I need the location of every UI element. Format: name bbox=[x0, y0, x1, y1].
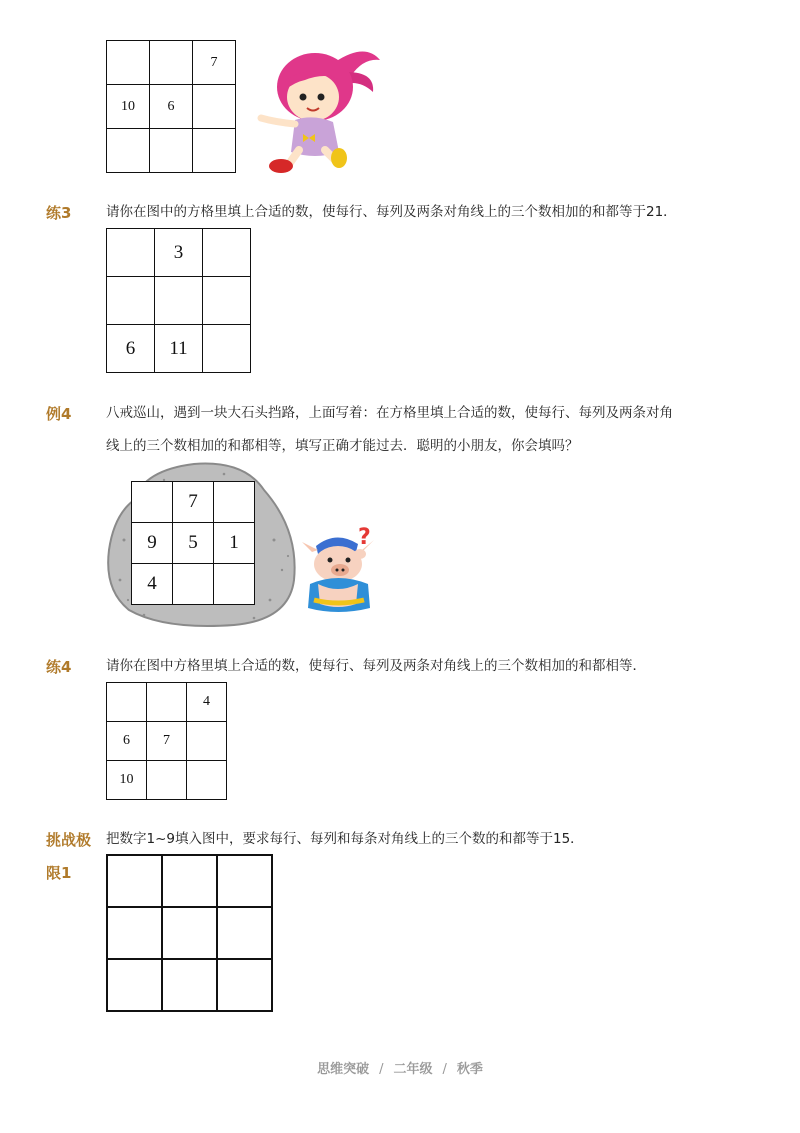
grid-cell[interactable] bbox=[214, 564, 255, 605]
grid-cell[interactable] bbox=[107, 855, 162, 907]
grid-cell[interactable] bbox=[107, 41, 150, 85]
grid-cell[interactable] bbox=[162, 959, 217, 1011]
grid-cell[interactable]: 5 bbox=[173, 523, 214, 564]
magic-square-grid-practice-4 bbox=[106, 682, 227, 800]
practice-3-text: 请你在图中的方格里填上合适的数，使每行、每列及两条对角线上的三个数相加的和都等于21． bbox=[106, 204, 677, 220]
grid-cell[interactable] bbox=[173, 564, 214, 605]
footer-series: 思维突破 bbox=[317, 1062, 370, 1077]
grid-cell[interactable] bbox=[217, 907, 272, 959]
magic-square-grid-example-4 bbox=[131, 481, 255, 605]
practice-4-text: 请你在图中方格里填上合适的数，使每行、每列及两条对角线上的三个数相加的和都相等． bbox=[106, 658, 646, 674]
grid-cell[interactable] bbox=[107, 129, 150, 173]
grid-cell[interactable] bbox=[217, 855, 272, 907]
grid-cell[interactable] bbox=[150, 41, 193, 85]
footer-season: 秋季 bbox=[456, 1062, 483, 1077]
grid-cell[interactable]: 10 bbox=[107, 761, 147, 800]
grid-cell[interactable]: 9 bbox=[132, 523, 173, 564]
grid-cell[interactable]: 10 bbox=[107, 85, 150, 129]
grid-cell[interactable] bbox=[147, 761, 187, 800]
grid-cell[interactable] bbox=[162, 855, 217, 907]
grid-cell[interactable] bbox=[162, 907, 217, 959]
grid-cell[interactable] bbox=[217, 959, 272, 1011]
grid-cell[interactable]: 7 bbox=[147, 722, 187, 761]
grid-cell[interactable]: 1 bbox=[214, 523, 255, 564]
grid-cell[interactable]: 3 bbox=[155, 229, 203, 277]
grid-cell[interactable] bbox=[132, 482, 173, 523]
practice-4-label: 练4 bbox=[46, 658, 72, 676]
grid-cell[interactable] bbox=[203, 229, 251, 277]
grid-cell[interactable]: 7 bbox=[173, 482, 214, 523]
grid-cell[interactable]: 6 bbox=[150, 85, 193, 129]
grid-cell[interactable] bbox=[203, 325, 251, 373]
grid-cell[interactable]: 4 bbox=[132, 564, 173, 605]
girl-icon bbox=[255, 42, 385, 177]
magic-square-grid-top bbox=[106, 40, 236, 173]
footer-grade: 二年级 bbox=[393, 1062, 433, 1077]
grid-cell[interactable]: 11 bbox=[155, 325, 203, 373]
grid-cell[interactable] bbox=[193, 129, 236, 173]
footer-separator: / bbox=[379, 1062, 384, 1077]
challenge-label-line-1: 挑战极 bbox=[46, 831, 92, 849]
grid-cell[interactable] bbox=[150, 129, 193, 173]
grid-cell[interactable] bbox=[214, 482, 255, 523]
grid-cell[interactable] bbox=[107, 277, 155, 325]
pig-icon bbox=[296, 524, 386, 616]
challenge-label-line-2: 限1 bbox=[46, 864, 72, 882]
grid-cell[interactable]: 4 bbox=[187, 683, 227, 722]
page-footer bbox=[0, 1058, 800, 1077]
grid-cell[interactable]: 6 bbox=[107, 325, 155, 373]
example-4-label: 例4 bbox=[46, 405, 72, 423]
question-mark-text: ? bbox=[358, 525, 371, 550]
grid-cell[interactable] bbox=[107, 683, 147, 722]
grid-cell[interactable]: 6 bbox=[107, 722, 147, 761]
grid-cell[interactable]: 7 bbox=[193, 41, 236, 85]
example-4-text-line-1: 八戒巡山，遇到一块大石头挡路，上面写着：在方格里填上合适的数，使每行、每列及两条对角 bbox=[106, 405, 673, 421]
grid-cell[interactable] bbox=[155, 277, 203, 325]
grid-cell[interactable] bbox=[193, 85, 236, 129]
grid-cell[interactable] bbox=[147, 683, 187, 722]
magic-square-grid-challenge bbox=[106, 854, 273, 1012]
magic-square-grid-practice-3 bbox=[106, 228, 251, 373]
grid-cell[interactable] bbox=[187, 761, 227, 800]
grid-cell[interactable] bbox=[187, 722, 227, 761]
challenge-text: 把数字1~9填入图中，要求每行、每列和每条对角线上的三个数的和都等于15． bbox=[106, 831, 584, 847]
example-4-text-line-2: 线上的三个数相加的和都相等，填写正确才能过去．聪明的小朋友，你会填吗？ bbox=[106, 438, 579, 454]
grid-cell[interactable] bbox=[107, 229, 155, 277]
grid-cell[interactable] bbox=[107, 959, 162, 1011]
grid-cell[interactable] bbox=[107, 907, 162, 959]
footer-separator: / bbox=[442, 1062, 447, 1077]
grid-cell[interactable] bbox=[203, 277, 251, 325]
practice-3-label: 练3 bbox=[46, 204, 72, 222]
